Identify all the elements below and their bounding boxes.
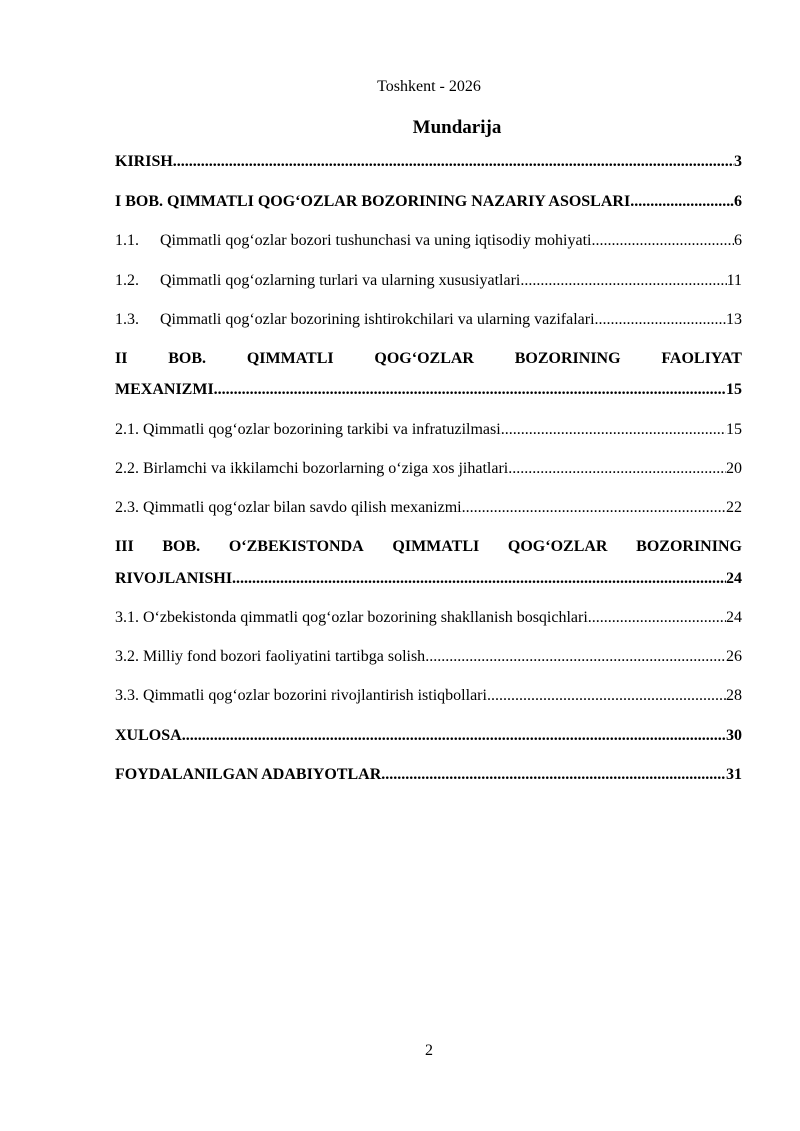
- toc-entry-text: XULOSA: [115, 727, 182, 744]
- toc-entry-text: I BOB. QIMMATLI QOG‘OZLAR BOZORINING NAZARIY ASOSLARI: [115, 193, 631, 210]
- toc-entry-page: 31: [726, 766, 742, 783]
- toc-entry-page: 6: [734, 232, 742, 249]
- heading-word: BOB.: [162, 538, 201, 555]
- toc-entry-adabiyotlar[interactable]: [115, 763, 742, 787]
- toc-entry-1-2[interactable]: [115, 269, 742, 293]
- heading-word: BOB.: [168, 350, 207, 367]
- toc-entry-text: MEXANIZMI: [115, 381, 214, 398]
- toc-entry-chapter-2-line-1[interactable]: [115, 347, 742, 371]
- toc-entry-text: 3.3. Qimmatli qog‘ozlar bozorini rivojlantirish istiqbollari: [115, 687, 487, 704]
- toc-entry-text: Qimmatli qog‘ozlar bozorining ishtirokchilari va ularning vazifalari: [160, 311, 595, 328]
- toc-entry-kirish[interactable]: [115, 150, 742, 174]
- toc-entry-text: KIRISH: [115, 153, 173, 170]
- toc-entry-page: 3: [734, 153, 742, 170]
- dot-leader: [520, 269, 726, 293]
- toc-entry-page: 20: [726, 460, 742, 477]
- heading-word: BOZORINING: [636, 538, 742, 555]
- toc-entry-2-1[interactable]: [115, 418, 742, 442]
- toc-entry-page: 24: [726, 570, 742, 587]
- toc-entry-page: 15: [726, 381, 742, 398]
- dot-leader: [214, 378, 726, 402]
- toc-title: Mundarija: [412, 117, 502, 138]
- toc-entry-text: 3.2. Milliy fond bozori faoliyatini tartibga solish: [115, 648, 426, 665]
- city-year: Toshkent - 2026: [377, 78, 481, 95]
- toc-entry-3-2[interactable]: [115, 645, 742, 669]
- toc-entry-chapter-3-line-1[interactable]: [115, 535, 742, 559]
- toc-entry-number: 1.2.: [115, 272, 139, 289]
- dot-leader: [232, 567, 726, 591]
- toc-entry-text: FOYDALANILGAN ADABIYOTLAR: [115, 766, 382, 783]
- heading-word: QOG‘OZLAR: [374, 350, 474, 367]
- dot-leader: [173, 150, 734, 174]
- dot-leader: [487, 684, 726, 708]
- dot-leader: [508, 457, 726, 481]
- heading-word: QIMMATLI: [246, 350, 334, 367]
- dot-leader: [182, 724, 726, 748]
- dot-leader: [425, 645, 726, 669]
- toc-entry-page: 13: [726, 311, 742, 328]
- heading-word: BOZORINING: [514, 350, 621, 367]
- toc-entry-2-2[interactable]: [115, 457, 742, 481]
- heading-word: O‘ZBEKISTONDA: [228, 538, 364, 555]
- dot-leader: [381, 763, 726, 787]
- toc-entry-number: 1.1.: [115, 232, 139, 249]
- toc-entry-page: 22: [726, 499, 742, 516]
- dot-leader: [592, 229, 735, 253]
- toc-entry-1-3[interactable]: [115, 308, 742, 332]
- heading-word: QIMMATLI: [392, 538, 480, 555]
- toc-entry-page: 26: [726, 648, 742, 665]
- toc-entry-text: 2.2. Birlamchi va ikkilamchi bozorlarning o‘ziga xos jihatlari: [115, 460, 509, 477]
- toc-entry-page: 15: [726, 421, 742, 438]
- toc-entry-xulosa[interactable]: [115, 724, 742, 748]
- toc-entry-3-1[interactable]: [115, 606, 742, 630]
- toc-entry-text: Qimmatli qog‘ozlarning turlari va ularning xususiyatlari: [160, 272, 521, 289]
- page-number: 2: [425, 1042, 433, 1059]
- dot-leader: [462, 496, 726, 520]
- toc-entry-chapter-1[interactable]: [115, 190, 742, 214]
- toc-entry-page: 30: [726, 727, 742, 744]
- toc-entry-chapter-3-line-2[interactable]: [115, 567, 742, 591]
- dot-leader: [630, 190, 730, 214]
- toc-entry-page: 24: [726, 609, 742, 626]
- toc-entry-text: RIVOJLANISHI: [115, 570, 233, 587]
- toc-entry-3-3[interactable]: [115, 684, 742, 708]
- toc-entry-page: 28: [726, 687, 742, 704]
- toc-entry-text: 2.1. Qimmatli qog‘ozlar bozorining tarkibi va infratuzilmasi: [115, 421, 501, 438]
- toc-entry-page: .6: [730, 193, 742, 210]
- toc-entry-2-3[interactable]: [115, 496, 742, 520]
- toc-entry-text: 3.1. O‘zbekistonda qimmatli qog‘ozlar bozorining shakllanish bosqichlari: [115, 609, 588, 626]
- heading-word: FAOLIYAT: [661, 350, 742, 367]
- toc-entry-1-1[interactable]: [115, 229, 742, 253]
- toc-entry-chapter-2-line-2[interactable]: [115, 378, 742, 402]
- dot-leader: [501, 418, 726, 442]
- heading-word: III: [115, 538, 134, 555]
- heading-word: QOG‘OZLAR: [507, 538, 608, 555]
- dot-leader: [595, 308, 726, 332]
- toc-entry-number: 1.3.: [115, 311, 139, 328]
- toc-entry-page: 11: [726, 272, 742, 289]
- toc-entry-text: 2.3. Qimmatli qog‘ozlar bilan savdo qilish mexanizmi: [115, 499, 462, 516]
- toc-entry-text: Qimmatli qog‘ozlar bozori tushunchasi va uning iqtisodiy mohiyati: [160, 232, 592, 249]
- dot-leader: [588, 606, 726, 630]
- heading-word: II: [115, 350, 128, 367]
